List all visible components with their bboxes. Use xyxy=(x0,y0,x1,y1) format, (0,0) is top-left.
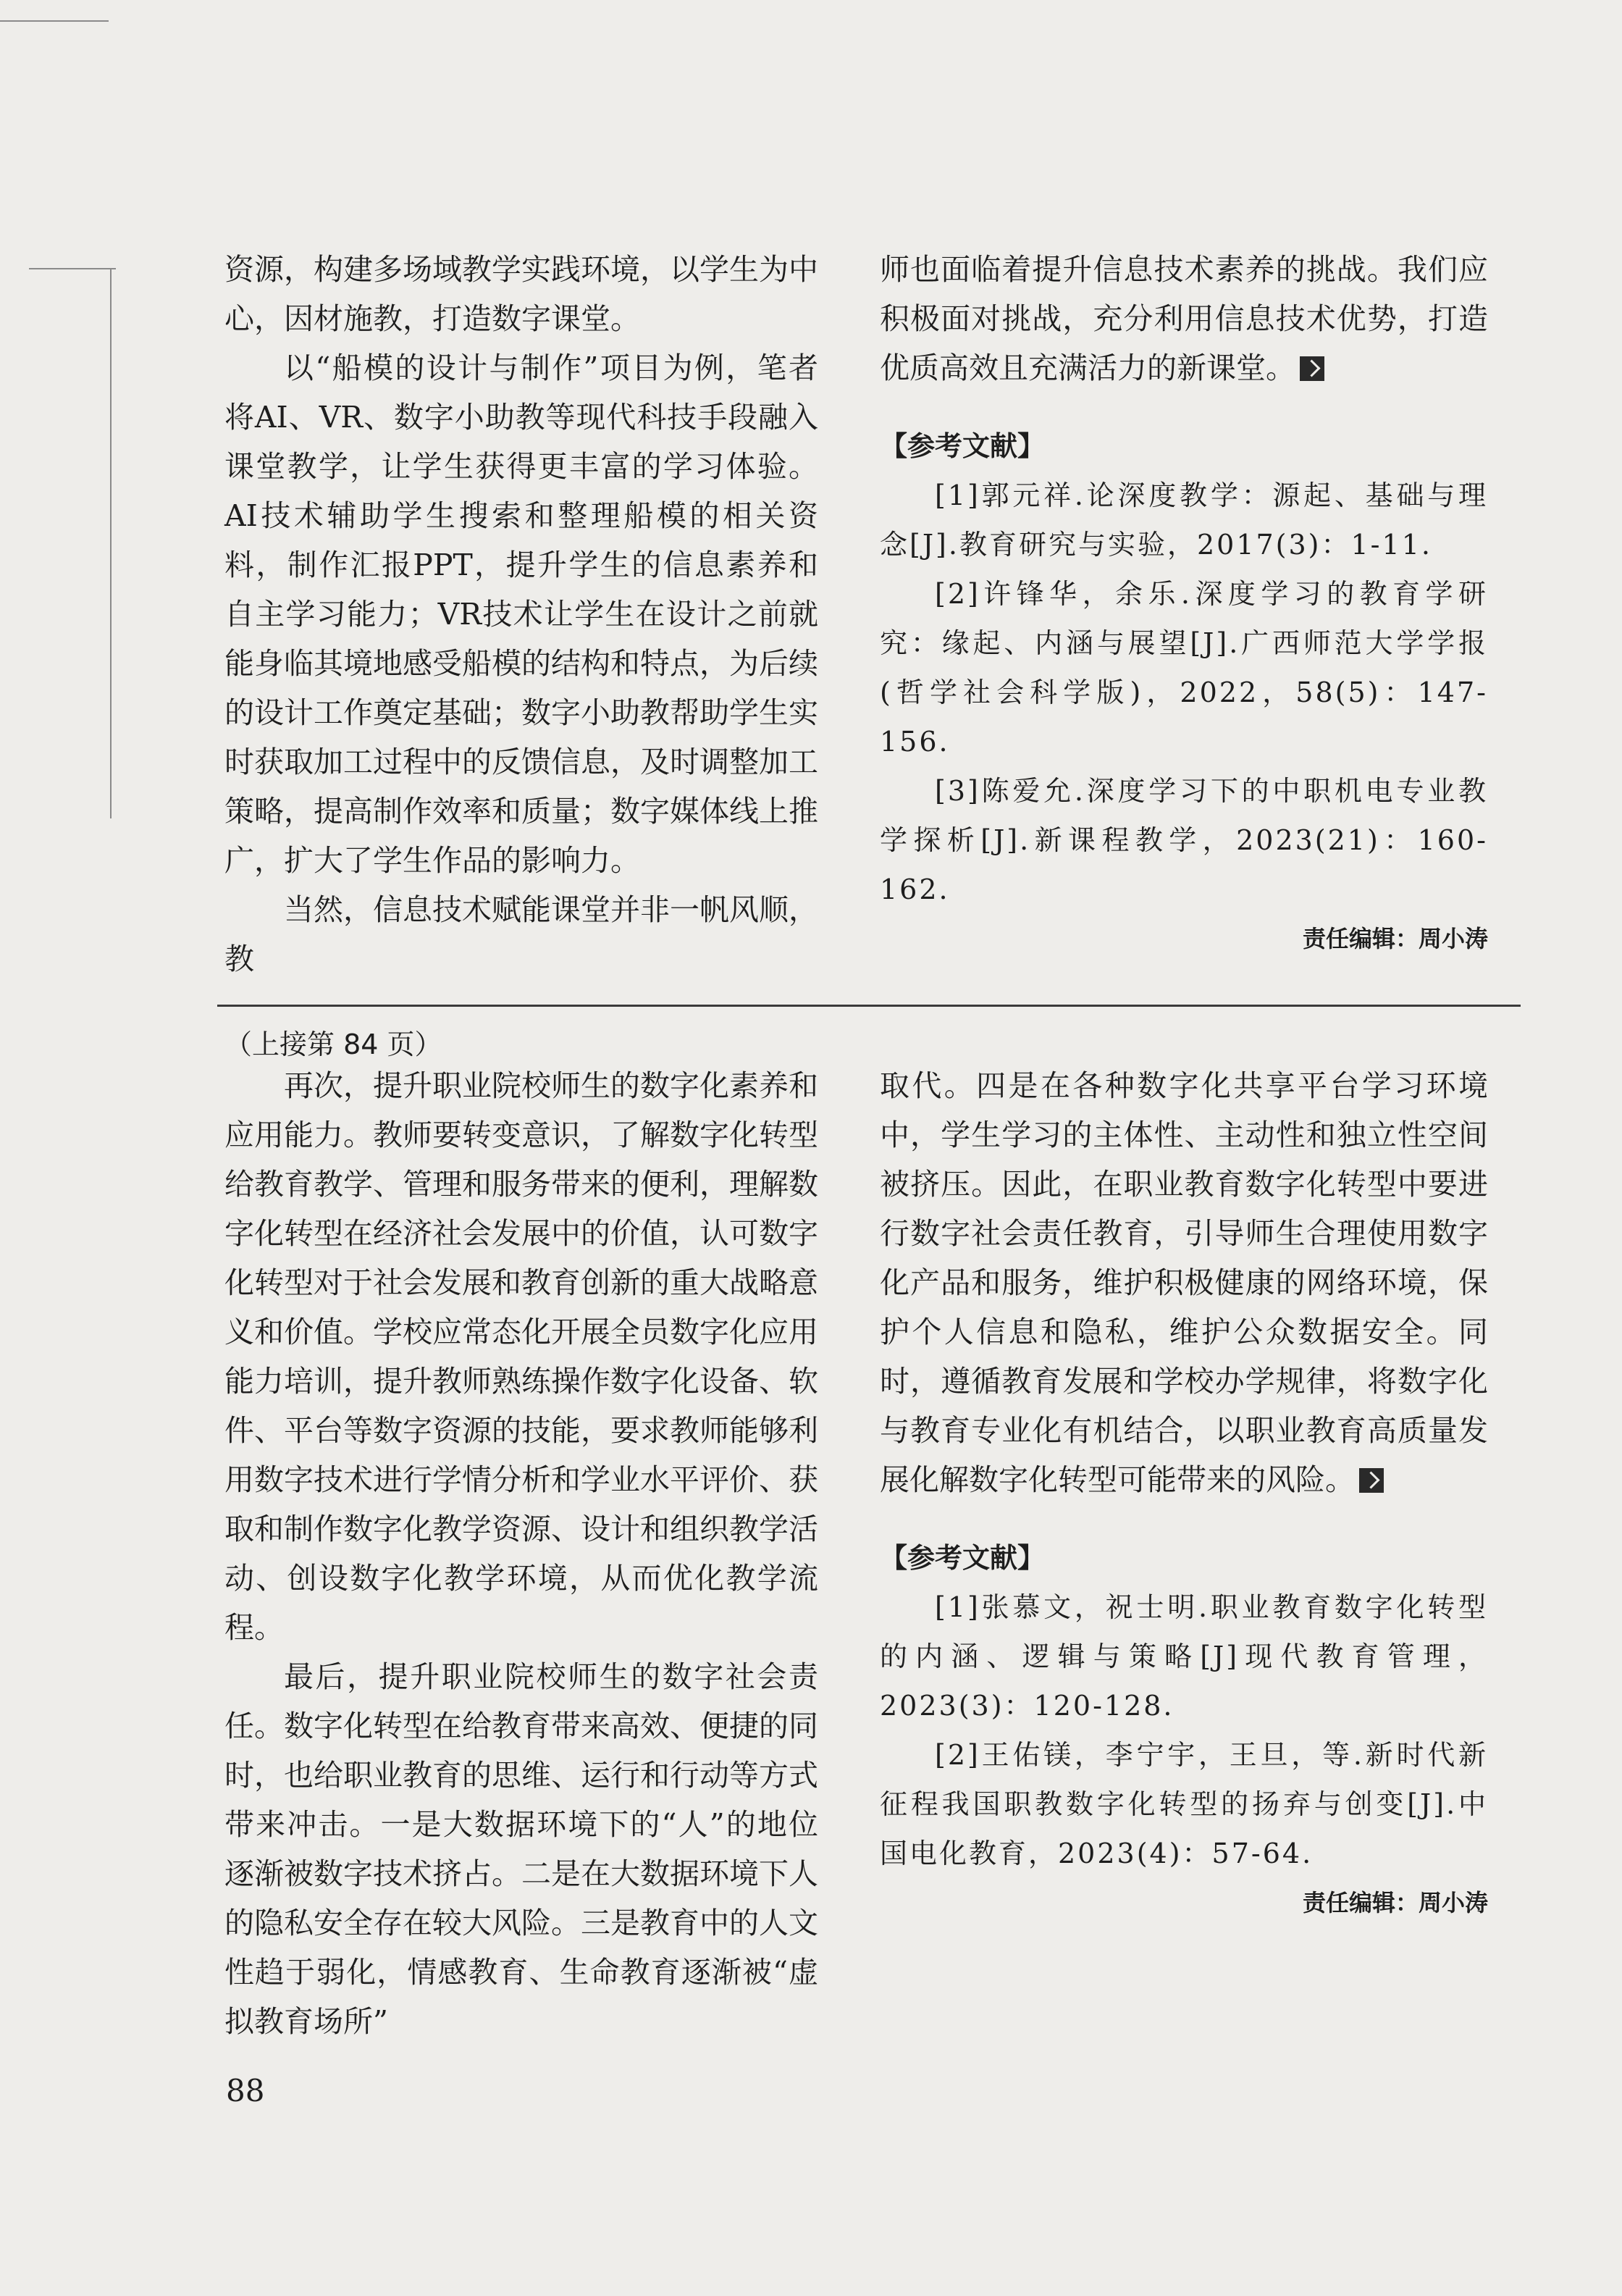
references-list xyxy=(880,1583,1488,1878)
references-list xyxy=(880,471,1488,914)
body-text: 师也面临着提升信息技术素养的挑战。我们应积极面对挑战，充分利用信息技术优势，打造优质高效且充满活力的新课堂。 xyxy=(880,252,1488,385)
scan-mark xyxy=(110,268,112,818)
scan-mark xyxy=(29,268,116,269)
body-paragraph: 以“船模的设计与制作”项目为例，笔者将AI、VR、数字小助教等现代科技手段融入课堂教学，让学生获得更丰富的学习体验。AI技术辅助学生搜索和整理船模的相关资料，制作汇报PPT，提升学生的信息素养和自主学习能力；VR技术让学生在设计之前就能身临其境地感受船模的结构和特点，为后续的设计工作奠定基础；数字小助教帮助学生实时获取加工过程中的反馈信息，及时调整加工策略，提高制作效率和质量；数字媒体线上推广，扩大了学生作品的影响力。 xyxy=(224,351,818,878)
end-mark-icon xyxy=(1359,1468,1384,1493)
body-text: 取代。四是在各种数字化共享平台学习环境中，学生学习的主体性、主动性和独立性空间被挤压。因此，在职业教育数字化转型中要进行数字社会责任教育，引导师生合理使用数字化产品和服务，维护积极健康的网络环境，保护个人信息和隐私，维护公众数据安全。同时，遵循教育发展和学校办学规律，将数字化与教育专业化有机结合，以职业教育高质量发展化解数字化转型可能带来的风险。 xyxy=(880,1068,1488,1497)
reference-item: [2]许锋华，余乐.深度学习的教育学研究：缘起、内涵与展望[J].广西师范大学学报(哲学社会科学版)，2022，58(5)：147-156. xyxy=(880,578,1488,758)
editor-credit: 责任编辑：周小涛 xyxy=(1302,925,1488,952)
continued-note: （上接第 84 页） xyxy=(224,1028,442,1060)
section-divider xyxy=(217,1005,1521,1007)
top-right-column xyxy=(880,245,1488,963)
page-number: 88 xyxy=(226,2073,265,2108)
body-paragraph xyxy=(880,1061,1488,1504)
body-paragraph: 资源，构建多场域教学实践环境，以学生为中心，因材施教，打造数字课堂。 xyxy=(224,252,818,336)
body-paragraph xyxy=(880,245,1488,393)
bottom-left-column xyxy=(224,1061,818,2046)
reference-item: [1]张慕文，祝士明.职业教育数字化转型的内涵、逻辑与策略[J]现代教育管理，2023(3)：120-128. xyxy=(880,1591,1488,1722)
references-heading: 【参考文献】 xyxy=(880,430,1046,462)
top-left-column xyxy=(224,245,818,984)
body-paragraph: 当然，信息技术赋能课堂并非一帆风顺，教 xyxy=(224,892,818,976)
body-paragraph: 最后，提升职业院校师生的数字社会责任。数字化转型在给教育带来高效、便捷的同时，也给职业教育的思维、运行和行动等方式带来冲击。一是大数据环境下的“人”的地位逐渐被数字技术挤占。二是在大数据环境下人的隐私安全存在较大风险。三是教育中的人文性趋于弱化，情感教育、生命教育逐渐被“虚拟教育场所” xyxy=(224,1659,818,2039)
scan-mark xyxy=(0,20,109,22)
references-heading: 【参考文献】 xyxy=(880,1542,1046,1574)
body-paragraph: 再次，提升职业院校师生的数字化素养和应用能力。教师要转变意识，了解数字化转型给教育教学、管理和服务带来的便利，理解数字化转型在经济社会发展中的价值，认可数字化转型对于社会发展和教育创新的重大战略意义和价值。学校应常态化开展全员数字化应用能力培训，提升教师熟练操作数字化设备、软件、平台等数字资源的技能，要求教师能够利用数字技术进行学情分析和学业水平评价、获取和制作数字化教学资源、设计和组织教学活动、创设数字化教学环境，从而优化教学流程。 xyxy=(224,1068,818,1645)
editor-credit: 责任编辑：周小涛 xyxy=(1302,1889,1488,1916)
reference-item: [3]陈爱允.深度学习下的中职机电专业教学探析[J].新课程教学，2023(21)：160-162. xyxy=(880,775,1488,905)
end-mark-icon xyxy=(1300,356,1324,381)
bottom-right-column xyxy=(880,1061,1488,1927)
reference-item: [2]王佑镁，李宁宇，王旦，等.新时代新征程我国职教数字化转型的扬弃与创变[J].中国电化教育，2023(4)：57-64. xyxy=(880,1739,1488,1869)
reference-item: [1]郭元祥.论深度教学：源起、基础与理念[J].教育研究与实验，2017(3)：1-11. xyxy=(880,479,1488,561)
